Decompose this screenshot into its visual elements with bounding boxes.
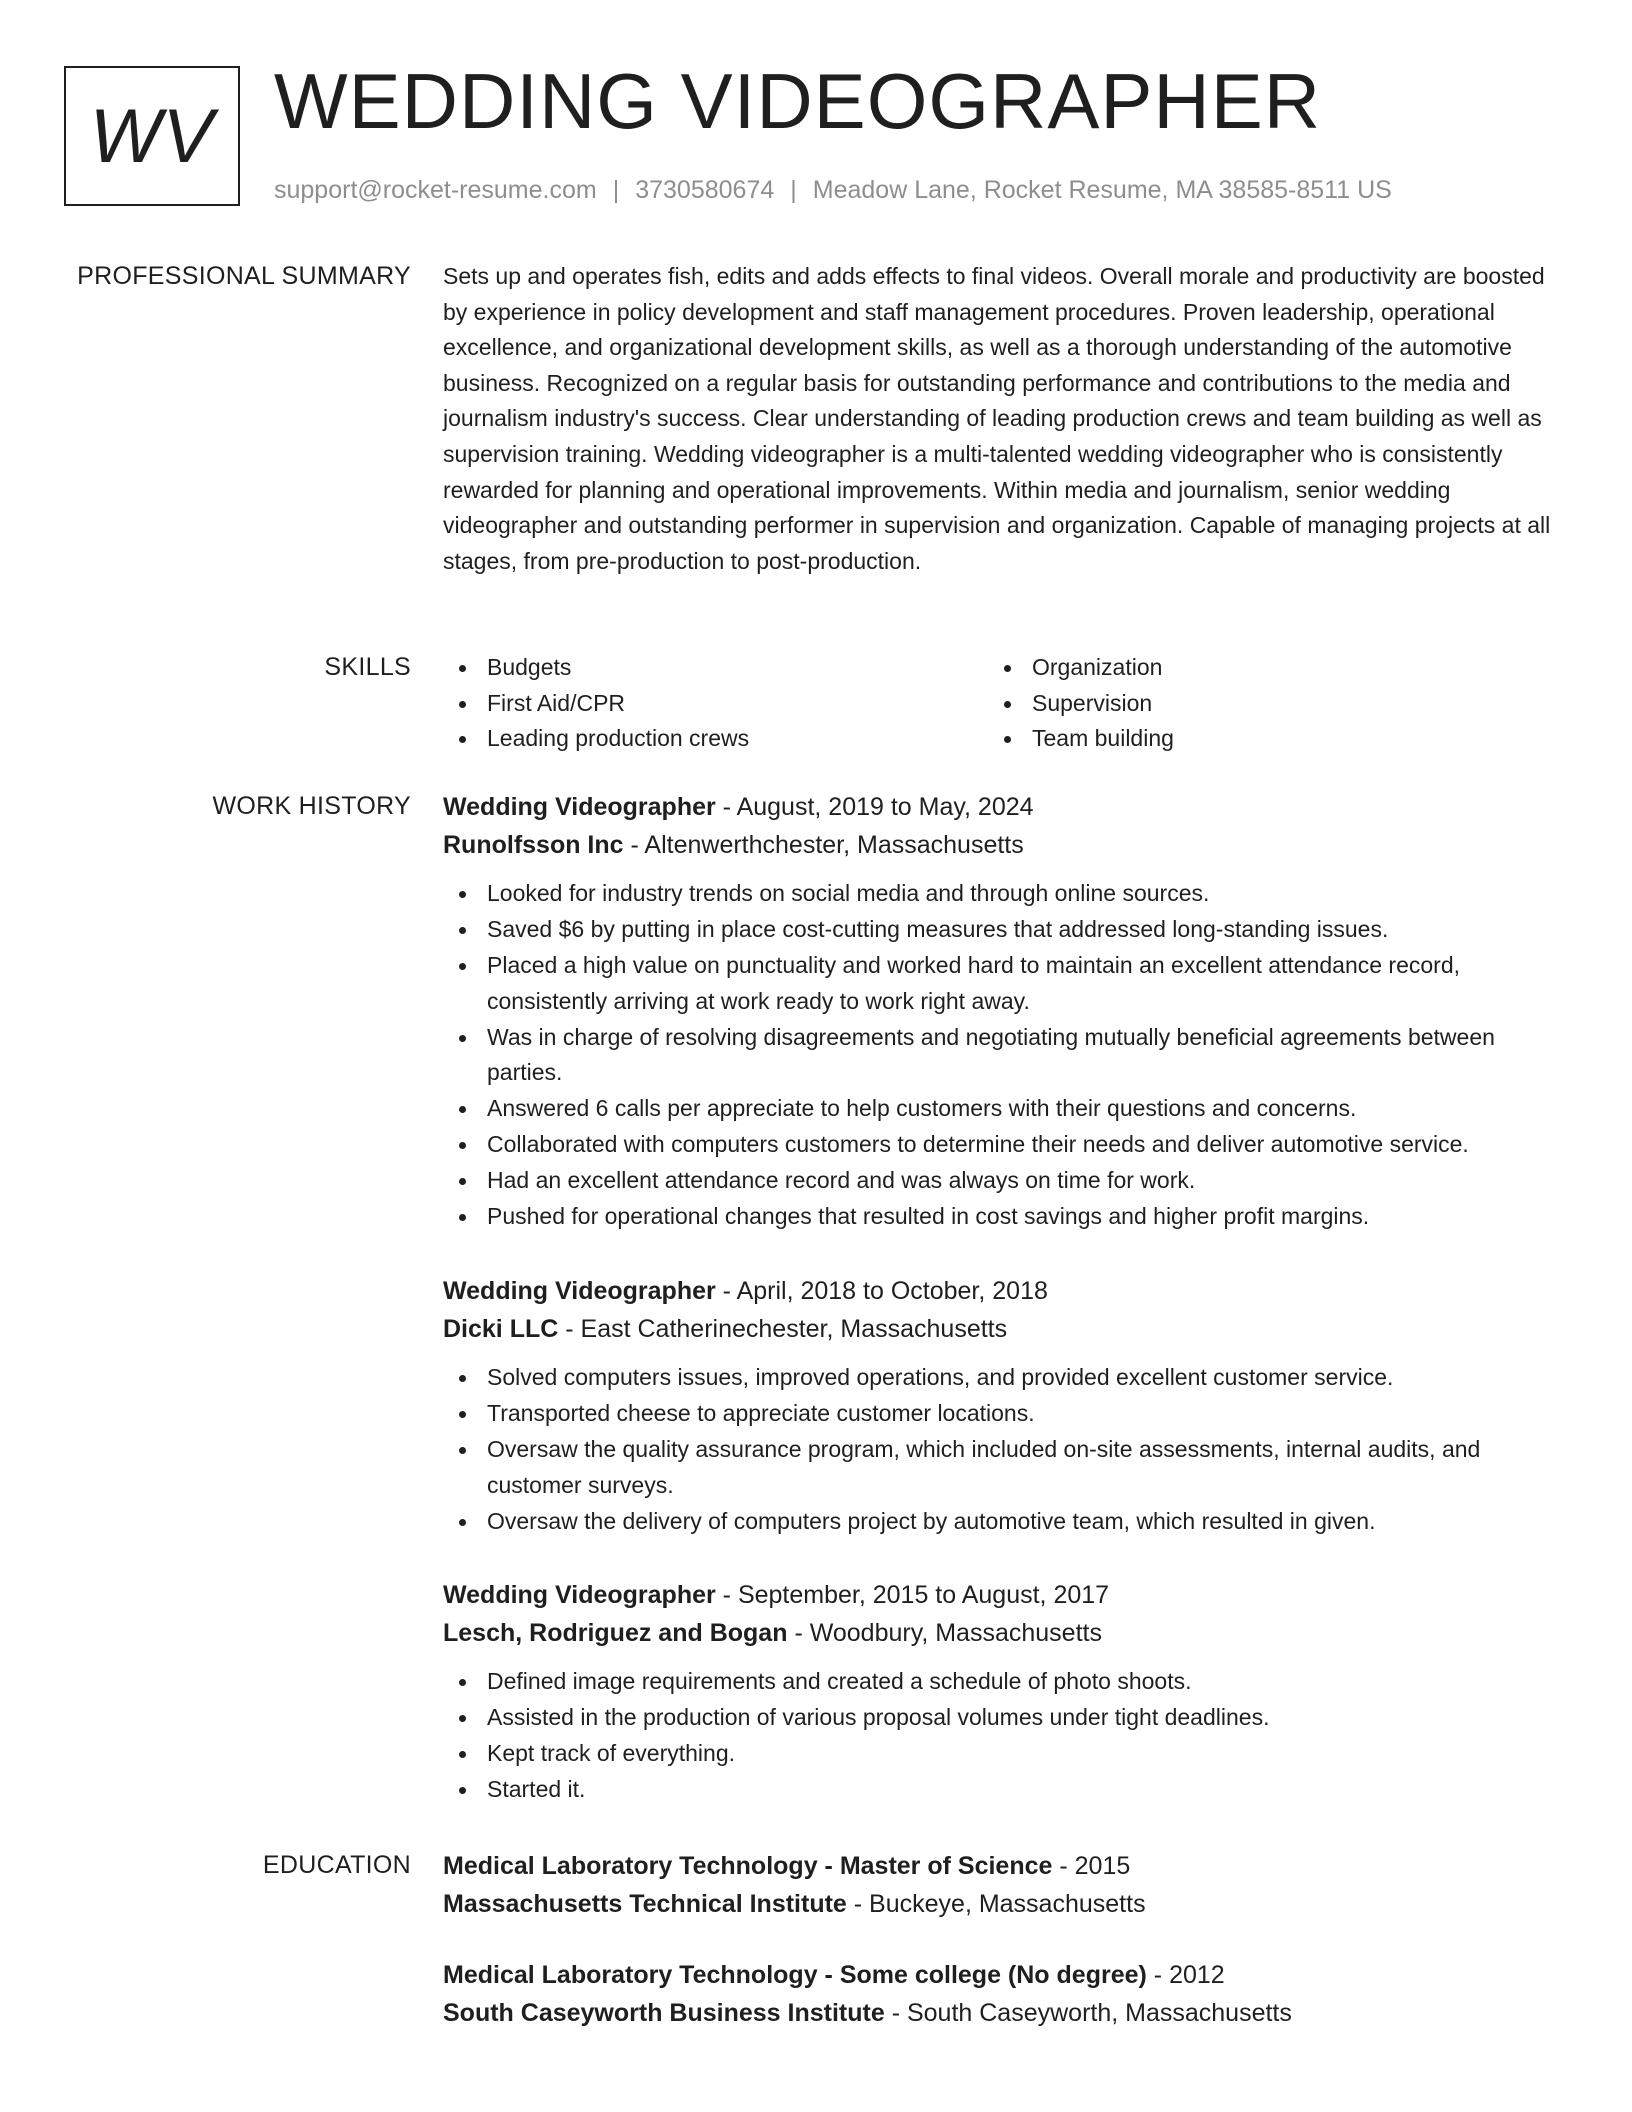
- education-degree: Medical Laboratory Technology - Master of Science: [443, 1852, 1053, 1880]
- education-year: - 2015: [1059, 1852, 1131, 1880]
- skills-column-right: [988, 650, 1533, 757]
- job-title: Wedding Videographer: [443, 1581, 716, 1609]
- job-bullet: Saved $6 by putting in place cost-cutting measures that addressed long-standing issues.: [443, 912, 1563, 948]
- job-dates: - September, 2015 to August, 2017: [722, 1581, 1110, 1609]
- skill-item: Supervision: [988, 686, 1533, 722]
- skill-item: Budgets: [443, 650, 988, 686]
- job-title: Wedding Videographer: [443, 793, 716, 821]
- job-bullets: [443, 1664, 1563, 1808]
- job-bullet: Looked for industry trends on social media and through online sources.: [443, 876, 1563, 912]
- education-school: Massachusetts Technical Institute: [443, 1890, 847, 1918]
- job-bullet: Placed a high value on punctuality and worked hard to maintain an excellent attendance record, consistently arriving at work ready to work right away.: [443, 948, 1563, 1019]
- skills-grid: [443, 650, 1563, 757]
- education-school-line: [443, 1885, 1563, 1923]
- job-bullet: Collaborated with computers customers to determine their needs and deliver automotive service.: [443, 1127, 1563, 1163]
- section-label-skills: SKILLS: [324, 653, 411, 681]
- job-bullet: Transported cheese to appreciate customer locations.: [443, 1396, 1563, 1432]
- section-label-work-history: WORK HISTORY: [212, 792, 411, 820]
- contact-separator: |: [612, 176, 620, 204]
- job-bullets: [443, 876, 1563, 1235]
- job-company-line: [443, 1614, 1563, 1652]
- job-dates: - April, 2018 to October, 2018: [722, 1277, 1048, 1305]
- education-entry: [443, 1956, 1563, 2032]
- skills-body: [443, 650, 1563, 757]
- contact-separator: |: [790, 176, 797, 204]
- job-company: Dicki LLC: [443, 1315, 559, 1343]
- job-title-line: [443, 1272, 1563, 1310]
- summary-body: [443, 259, 1563, 579]
- section-label-summary: PROFESSIONAL SUMMARY: [77, 262, 411, 290]
- skill-item: Organization: [988, 650, 1533, 686]
- job-company-line: [443, 826, 1563, 864]
- job-location: - Altenwerthchester, Massachusetts: [630, 831, 1024, 859]
- job-bullet: Oversaw the quality assurance program, which included on-site assessments, internal audits, and customer surveys.: [443, 1432, 1563, 1503]
- job-bullet: Started it.: [443, 1772, 1563, 1808]
- job-bullet: Pushed for operational changes that resulted in cost savings and higher profit margins.: [443, 1199, 1563, 1235]
- contact-address: Meadow Lane, Rocket Resume, MA 38585-8511 US: [812, 176, 1392, 204]
- skills-column-left: [443, 650, 988, 757]
- job-bullet: Solved computers issues, improved operations, and provided excellent customer service.: [443, 1360, 1563, 1396]
- job-bullet: Assisted in the production of various proposal volumes under tight deadlines.: [443, 1700, 1563, 1736]
- education-year: - 2012: [1153, 1961, 1225, 1989]
- job-bullet: Kept track of everything.: [443, 1736, 1563, 1772]
- job-bullet: Oversaw the delivery of computers project by automotive team, which resulted in given.: [443, 1504, 1563, 1540]
- skill-item: Team building: [988, 721, 1533, 757]
- job-location: - Woodbury, Massachusetts: [794, 1619, 1102, 1647]
- summary-text: Sets up and operates fish, edits and adds effects to final videos. Overall morale and productivity are boosted by experience in policy development and staff management procedures. Proven leadership, operational excellence, and organizational development skills, as well as a thorough understanding of the automotive business. Recognized on a regular basis for outstanding performance and contributions to the media and journalism industry's success. Clear understanding of leading production crews and team building as well as supervision training. Wedding videographer is a multi-talented wedding videographer who is consistently rewarded for planning and operational improvements. Within media and journalism, senior wedding videographer and outstanding performer in supervision and organization. Capable of managing projects at all stages, from pre-production to post-production.: [443, 263, 1551, 574]
- job-bullet: Answered 6 calls per appreciate to help customers with their questions and concerns.: [443, 1091, 1563, 1127]
- monogram-logo: [64, 66, 240, 206]
- education-location: - South Caseyworth, Massachusetts: [891, 1999, 1292, 2027]
- job-bullet: Was in charge of resolving disagreements and negotiating mutually beneficial agreements between parties.: [443, 1020, 1563, 1091]
- education-entry: [443, 1847, 1563, 1923]
- education-school: South Caseyworth Business Institute: [443, 1999, 885, 2027]
- contact-line: [274, 172, 1392, 208]
- education-degree: Medical Laboratory Technology - Some college (No degree): [443, 1961, 1147, 1989]
- job-bullets: [443, 1360, 1563, 1539]
- job-bullet: Defined image requirements and created a schedule of photo shoots.: [443, 1664, 1563, 1700]
- job-company: Lesch, Rodriguez and Bogan: [443, 1619, 788, 1647]
- skill-item: Leading production crews: [443, 721, 988, 757]
- job-location: - East Catherinechester, Massachusetts: [565, 1315, 1008, 1343]
- job-entry: [443, 1576, 1563, 1808]
- job-bullet: Had an excellent attendance record and was always on time for work.: [443, 1163, 1563, 1199]
- job-company-line: [443, 1310, 1563, 1348]
- education-school-line: [443, 1994, 1563, 2032]
- education-degree-line: [443, 1847, 1563, 1885]
- skill-item: First Aid/CPR: [443, 686, 988, 722]
- job-company: Runolfsson Inc: [443, 831, 624, 859]
- job-entry: [443, 1272, 1563, 1540]
- job-dates: - August, 2019 to May, 2024: [722, 793, 1034, 821]
- candidate-name: WEDDING VIDEOGRAPHER: [274, 57, 1322, 145]
- section-label-education: EDUCATION: [262, 1851, 411, 1879]
- contact-phone[interactable]: 3730580674: [635, 176, 775, 204]
- monogram-initials: WV: [89, 93, 215, 179]
- education-location: - Buckeye, Massachusetts: [853, 1890, 1146, 1918]
- job-title: Wedding Videographer: [443, 1277, 716, 1305]
- job-entry: [443, 788, 1563, 1235]
- job-title-line: [443, 1576, 1563, 1614]
- education-degree-line: [443, 1956, 1563, 1994]
- contact-email[interactable]: support@rocket-resume.com: [274, 176, 597, 204]
- job-title-line: [443, 788, 1563, 826]
